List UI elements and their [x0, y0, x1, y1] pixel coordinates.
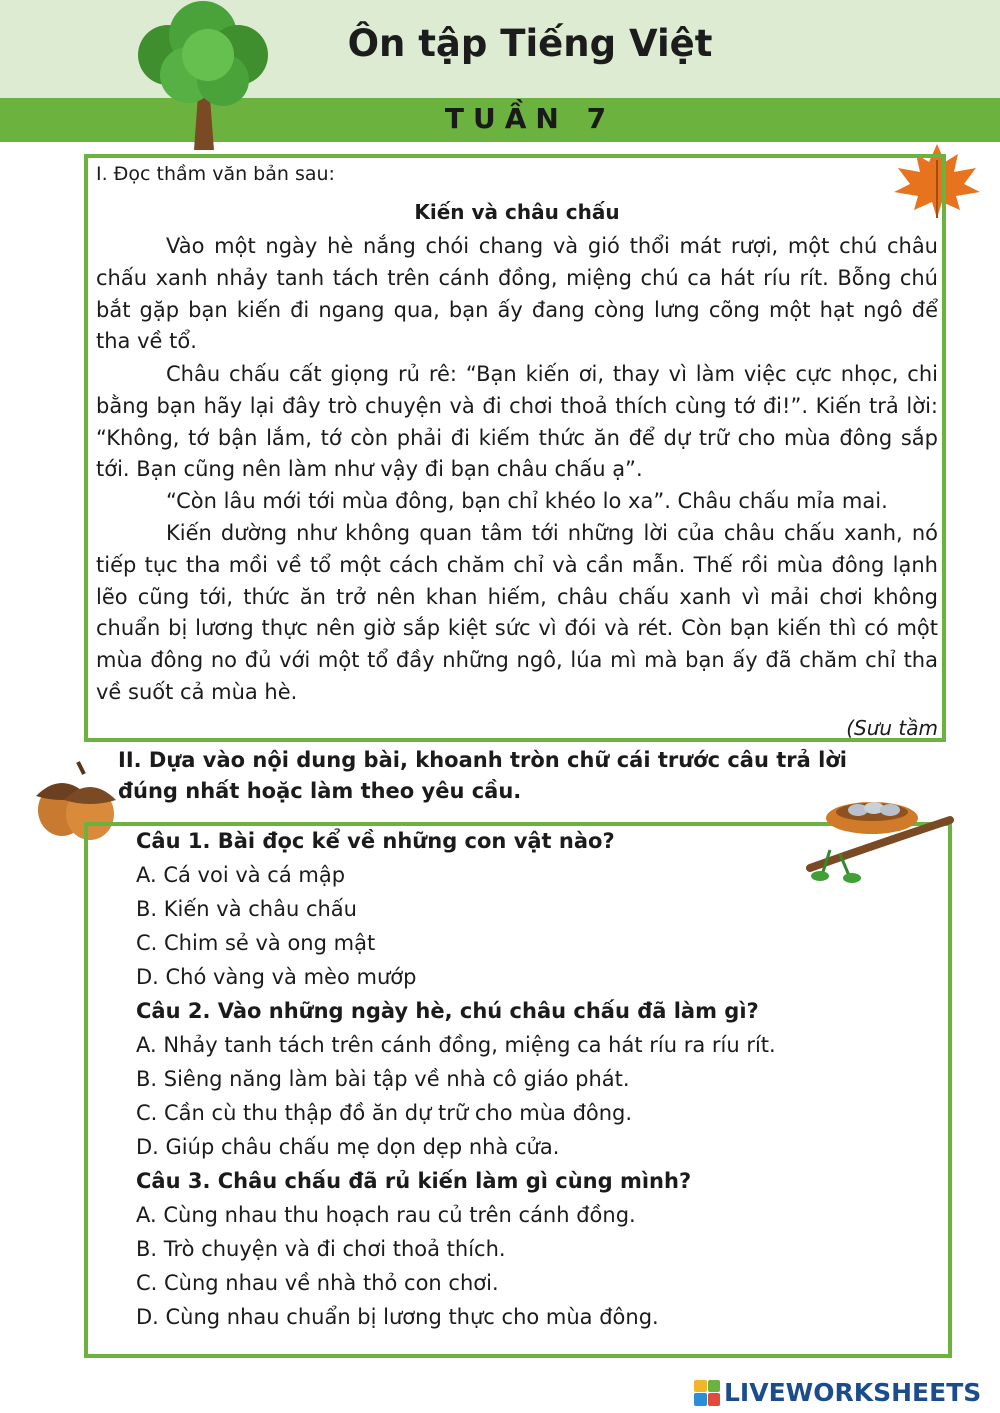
question-3-title: Câu 3. Châu chấu đã rủ kiến làm gì cùng mình?: [136, 1169, 692, 1193]
question-2-option-c[interactable]: C. Cần cù thu thập đồ ăn dự trữ cho mùa đông.: [136, 1101, 633, 1125]
story-paragraph-1: Vào một ngày hè nắng chói chang và gió thổi mát rượi, một chú châu chấu xanh nhảy tanh tách trên cánh đồng, miệng chú ca hát ríu rít. Bỗng chú bắt gặp bạn kiến đi ngang qua, bạn ấy đang còng lưng cõng một hạt ngô để tha về tổ.: [96, 234, 938, 354]
story-paragraph-3: “Còn lâu mới tới mùa đông, bạn chỉ khéo lo xa”. Châu chấu mỉa mai.: [166, 489, 888, 513]
question-3-option-c[interactable]: C. Cùng nhau về nhà thỏ con chơi.: [136, 1271, 499, 1295]
page-title: Ôn tập Tiếng Việt: [347, 22, 713, 65]
question-3-option-b[interactable]: B. Trò chuyện và đi chơi thoả thích.: [136, 1237, 506, 1261]
question-1-option-b[interactable]: B. Kiến và châu chấu: [136, 897, 357, 921]
bird-nest-icon: [800, 790, 955, 885]
source-label: (Sưu tầm: [846, 716, 938, 740]
tree-icon: [128, 0, 278, 155]
question-2-option-d[interactable]: D. Giúp châu chấu mẹ dọn dẹp nhà cửa.: [136, 1135, 560, 1159]
question-1-option-c[interactable]: C. Chim sẻ và ong mật: [136, 931, 376, 955]
question-2-title: Câu 2. Vào những ngày hè, chú châu chấu đã làm gì?: [136, 999, 759, 1023]
question-2-option-a[interactable]: A. Nhảy tanh tách trên cánh đồng, miệng ca hát ríu ra ríu rít.: [136, 1033, 776, 1057]
story-paragraph-4: Kiến dường như không quan tâm tới những lời của châu chấu xanh, nó tiếp tục tha mồi về tổ một cách chăm chỉ và cần mẫn. Thế rồi mùa đông lạnh lẽo cũng tới, thức ăn trở nên khan hiếm, châu chấu xanh vì mải chơi không chuẩn bị lương thực nên giờ sắp kiệt sức vì đói và rét. Còn bạn kiến thì có một mùa đông no đủ với một tổ đầy những ngô, lúa mì mà bạn ấy đã chăm chỉ tha về suốt cả mùa hè.: [96, 521, 938, 704]
question-1-option-d[interactable]: D. Chó vàng và mèo mướp: [136, 965, 417, 989]
section1-heading: I. Đọc thầm văn bản sau:: [96, 163, 335, 185]
logo-text: LIVEWORKSHEETS: [724, 1378, 982, 1407]
question-1-title: Câu 1. Bài đọc kể về những con vật nào?: [136, 829, 615, 853]
week-label: TUẦN 7: [444, 102, 616, 135]
question-1-option-a[interactable]: A. Cá voi và cá mập: [136, 863, 346, 887]
liveworksheets-logo: [694, 1378, 981, 1407]
section2-heading: II. Dựa vào nội dung bài, khoanh tròn chữ cái trước câu trả lời đúng nhất hoặc làm theo yêu cầu.: [118, 748, 847, 803]
question-3-option-d[interactable]: D. Cùng nhau chuẩn bị lương thực cho mùa đông.: [136, 1305, 659, 1329]
liveworksheets-logo-icon: [694, 1380, 720, 1406]
story-paragraph-2: Châu chấu cất giọng rủ rê: “Bạn kiến ơi, thay vì làm việc cực nhọc, chi bằng bạn hãy lại đây trò chuyện và đi chơi thoả thích cùng tớ đi!”. Kiến trả lời: “Không, tớ bận lắm, tớ còn phải đi kiếm thức ăn để dự trữ cho mùa đông sắp tới. Bạn cũng nên làm như vậy đi bạn châu chấu ạ”.: [96, 362, 938, 482]
question-2-option-b[interactable]: B. Siêng năng làm bài tập về nhà cô giáo phát.: [136, 1067, 630, 1091]
story-title: Kiến và châu chấu: [414, 200, 620, 224]
question-3-option-a[interactable]: A. Cùng nhau thu hoạch rau củ trên cánh đồng.: [136, 1203, 636, 1227]
